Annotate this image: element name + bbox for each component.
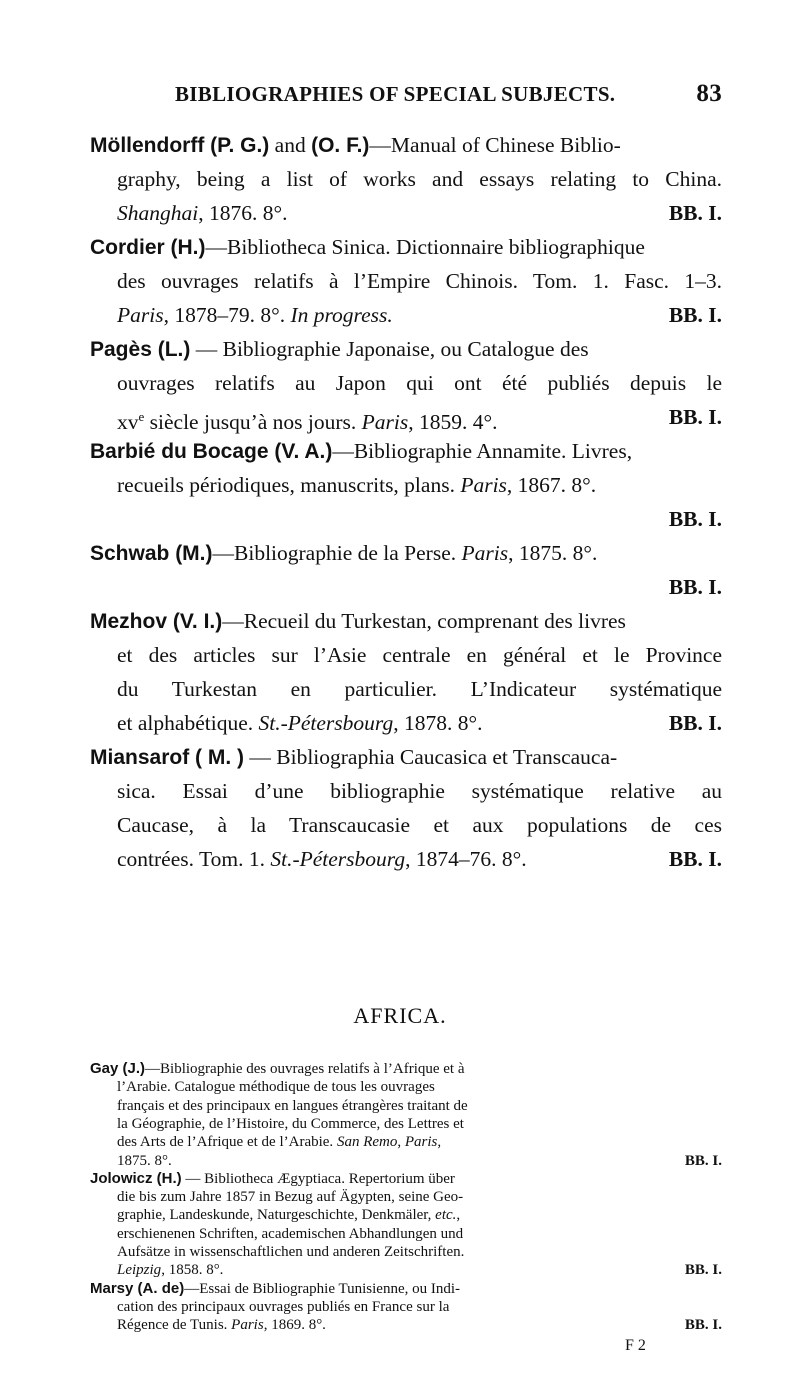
africa-entry-line: Marsy (A. de)—Essai de Bibliographie Tunisienne, ou Indi- <box>90 1279 461 1297</box>
author-name: Mezhov (V. I.) <box>90 610 223 633</box>
africa-entry-line: l’Arabie. Catalogue méthodique de tous les ouvrages <box>117 1079 435 1096</box>
shelfmark: BB. I. <box>684 1152 722 1169</box>
author-name: Barbié du Bocage (V. A.) <box>90 440 333 463</box>
entry-mezhov-line-4: et alphabétique. St.-Pétersbourg, 1878. 8°. BB. I. <box>117 706 722 740</box>
shelfmark: BB. I. <box>668 507 722 531</box>
africa-entry-line: français et des principaux en langues étrangères traitant de <box>117 1097 468 1114</box>
entry-schwab-line-2 <box>117 570 722 604</box>
shelfmark: BB. I. <box>668 847 722 871</box>
entry-cordier-line-2: des ouvrages relatifs à l’Empire Chinois. Tom. 1. Fasc. 1–3. <box>117 269 722 293</box>
entry-miansarof-line-2: sica. Essai d’une bibliographie systématique relative au <box>117 779 722 803</box>
africa-entry-line: Gay (J.)—Bibliographie des ouvrages relatifs à l’Afrique et à <box>90 1060 465 1077</box>
entry-mezhov-line-1: Mezhov (V. I.)—Recueil du Turkestan, comprenant des livres <box>90 609 626 633</box>
entry-miansarof-line-3: Caucase, à la Transcaucasie et aux populations de ces <box>117 813 722 837</box>
entry-schwab-line-1: Schwab (M.)—Bibliographie de la Perse. Paris, 1875. 8°. <box>90 541 598 565</box>
africa-entry-line: Régence de Tunis. Paris, 1869. 8°. BB. I. <box>117 1317 722 1334</box>
section-heading: AFRICA. <box>353 1003 447 1028</box>
entry-mollendorff-line-3: Shanghai, 1876. 8°. BB. I. <box>117 196 722 230</box>
entry-miansarof-line-1: Miansarof ( M. ) — Bibliographia Caucasica et Transcauca- <box>90 745 618 769</box>
author-name: Cordier (H.) <box>90 236 206 259</box>
entry-pages-line-3: $xv^e$ siècle jusqu’à nos jours. Paris, 1859. 4°. BB. I. <box>117 400 722 434</box>
author-name: Möllendorff (P. G.) <box>90 134 270 157</box>
shelfmark: BB. I. <box>668 303 722 327</box>
entry-mezhov-line-2: et des articles sur l’Asie centrale en général et le Province <box>117 643 722 667</box>
author-name: Pagès (L.) <box>90 338 191 361</box>
africa-entry-line: graphie, Landeskunde, Naturgeschichte, Denkmäler, etc., <box>117 1207 461 1224</box>
entry-miansarof-line-4: contrées. Tom. 1. St.-Pétersbourg, 1874–76. 8°. BB. I. <box>117 842 722 876</box>
author-name: Gay (J.) <box>90 1060 146 1077</box>
africa-entry-line: la Géographie, de l’Histoire, du Commerce, des Lettres et <box>117 1115 464 1132</box>
entry-cordier-line-1: Cordier (H.)—Bibliotheca Sinica. Dictionnaire bibliographique <box>90 235 645 259</box>
running-head-title: BIBLIOGRAPHIES OF SPECIAL SUBJECTS. <box>175 82 616 106</box>
printer-signature: F 2 <box>625 1336 646 1354</box>
author-name: Schwab (M.) <box>90 542 213 565</box>
author-name: Miansarof ( M. ) <box>90 746 245 769</box>
entry-pages-line-1: Pagès (L.) — Bibliographie Japonaise, ou Catalogue des <box>90 337 589 361</box>
shelfmark: BB. I. <box>668 575 722 599</box>
entry-mollendorff-line-1: Möllendorff (P. G.) and (O. F.)—Manual of Chinese Biblio- <box>90 133 621 157</box>
africa-entry-line: Aufsätze in wissenschaftlichen und anderen Zeitschriften. <box>117 1244 465 1260</box>
africa-entry-line: erschienenen Schriften, academischen Abhandlungen und <box>117 1225 464 1242</box>
entry-pages-line-2: ouvrages relatifs au Japon qui ont été publiés depuis le <box>117 371 722 395</box>
entry-cordier-line-3: Paris, 1878–79. 8°. In progress. BB. I. <box>117 298 722 332</box>
entry-barbie-line-1: Barbié du Bocage (V. A.)—Bibliographie Annamite. Livres, <box>90 439 633 463</box>
entry-barbie-line-3 <box>117 502 722 536</box>
entry-mollendorff-line-2: graphy, being a list of works and essays relating to China. <box>117 167 722 191</box>
author-name: Jolowicz (H.) <box>90 1169 182 1187</box>
shelfmark: BB. I. <box>684 1317 722 1334</box>
author-name: Marsy (A. de) <box>90 1279 185 1297</box>
africa-entry-line: Jolowicz (H.) — Bibliotheca Ægyptiaca. Repertorium über <box>90 1169 455 1187</box>
shelfmark: BB. I. <box>668 405 722 429</box>
shelfmark: BB. I. <box>684 1262 722 1279</box>
entry-barbie-line-2: recueils périodiques, manuscrits, plans. Paris, 1867. 8°. <box>117 473 597 497</box>
africa-entry-line: die bis zum Jahre 1857 in Bezug auf Ägypten, seine Geo- <box>117 1189 464 1206</box>
africa-entry-line: cation des principaux ouvrages publiés en France sur la <box>117 1298 450 1315</box>
shelfmark: BB. I. <box>668 201 722 225</box>
africa-entry-line: Leipzig, 1858. 8°. BB. I. <box>117 1262 722 1279</box>
running-head <box>175 82 722 116</box>
shelfmark: BB. I. <box>668 711 722 735</box>
africa-entry-line: des Arts de l’Afrique et de l’Arabie. San Remo, Paris, <box>117 1134 442 1151</box>
page-number: 83 <box>696 80 722 107</box>
entry-mezhov-line-3: du Turkestan en particulier. L’Indicateur systématique <box>117 677 722 701</box>
africa-entry-line: 1875. 8°. BB. I. <box>117 1152 722 1169</box>
